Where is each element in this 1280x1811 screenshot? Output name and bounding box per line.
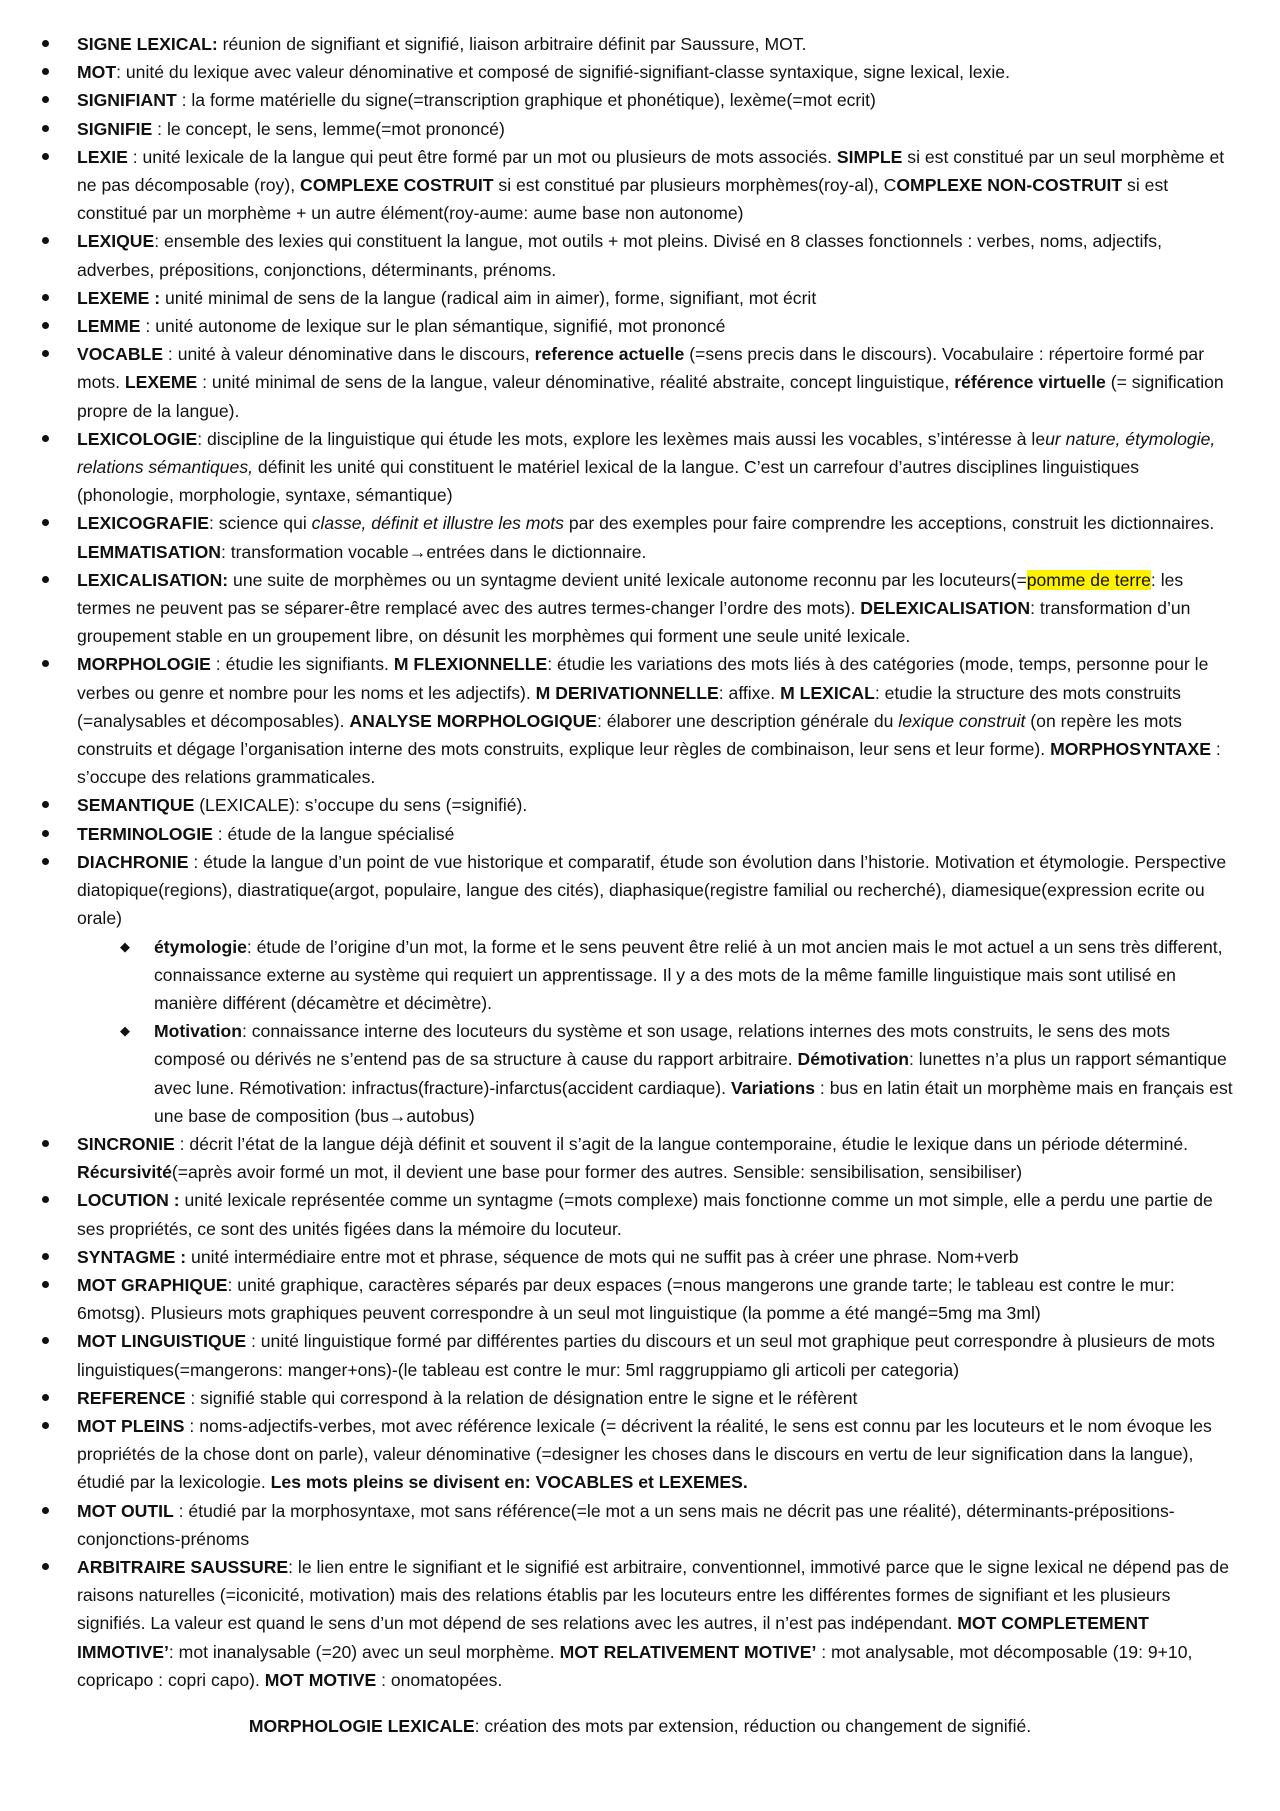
term-bold: ANALYSE MORPHOLOGIQUE: [349, 710, 598, 731]
text-segment: : unité linguistique formé par différentes parties du discours et un seul mot graphique peut correspondre à plusieurs de mots linguistiques(=mangerons: manger+ons)-(le tableau est contre le mur: 5ml raggruppiamo gli articoli per categoria): [77, 1331, 1215, 1380]
term-bold: →: [388, 1105, 407, 1126]
term-bold: reference actuelle: [534, 344, 685, 365]
term-bold: LEXICOGRAFIE: [77, 513, 209, 534]
text-segment: : transformation vocable: [221, 541, 409, 562]
list-item: [42, 1327, 1238, 1383]
text-segment: : étudie les signifiants.: [210, 654, 394, 675]
term-bold: SIMPLE: [836, 146, 903, 167]
list-item: [42, 340, 1238, 425]
term-bold: référence virtuelle: [954, 372, 1106, 393]
term-bold: LEMME: [77, 316, 141, 337]
sub-list: [77, 933, 1238, 1130]
text-segment: unité intermédiaire entre mot et phrase, séquence de mots qui ne suffit pas à créer une phrase. Nom+verb: [186, 1246, 1019, 1267]
list-item: [42, 30, 1238, 58]
text-segment: : lunettes n’a plus un rapport sémantique avec lune. Rémotivation: infractus(fracture)-infarctus(accident cardiaque).: [154, 1049, 1227, 1098]
text-segment: : s’occupe des relations grammaticales.: [77, 739, 1221, 788]
text-segment: : unité autonome de lexique sur le plan sémantique, signifié, mot prononcé: [140, 316, 726, 337]
text-segment: : étude de la langue spécialisé: [212, 823, 455, 844]
text-segment: unité lexicale représentée comme un syntagme (=mots complexe) mais fonctionne comme un mot simple, elle a perdu une partie de ses propriétés, ce sont des unités figées dans la mémoire du locuteur.: [77, 1190, 1213, 1239]
term-bold: SIGNE LEXICAL:: [77, 34, 218, 54]
sub-list-item: [120, 933, 1238, 1018]
term-bold: SEMANTIQUE: [77, 795, 195, 816]
list-item: [42, 1497, 1238, 1553]
text-segment: : élaborer une description générale du: [597, 710, 899, 731]
term-bold: M LEXICAL: [780, 682, 875, 703]
list-item: [42, 791, 1238, 819]
text-segment: : bus en latin était un morphème mais en français est une base de composition (bus: [154, 1077, 1233, 1126]
term-bold: MORPHOSYNTAXE: [1050, 739, 1212, 760]
text-segment: : ensemble des lexies qui constituent la langue, mot outils + mot pleins. Divisé en 8 classes fonctionnels : verbes, noms, adjectifs, adverbes, prépositions, conjonctions, déterminants, prénoms.: [77, 231, 1162, 280]
list-item: [42, 143, 1238, 228]
term-bold: LEXEME: [124, 372, 198, 393]
text-segment: : mot inanalysable (=20) avec un seul morphème.: [168, 1641, 560, 1662]
text-segment: (on repère les mots construits et dégage l’organisation interne des mots construits, explique leur règles de combinaison, leur sens et leur forme).: [77, 710, 1182, 760]
text-segment: : unité lexicale de la langue qui peut être formé par un mot ou plusieurs de mots associés.: [127, 146, 837, 167]
text-segment: : affixe.: [718, 682, 781, 703]
text-segment: : onomatopées.: [376, 1669, 503, 1690]
text-italic: lexique construit: [898, 710, 1026, 731]
text-segment: si est constitué par plusieurs morphèmes(roy-al), C: [493, 175, 897, 196]
text-segment: : etudie la structure des mots construits (=analysables et décomposables).: [77, 682, 1181, 731]
footer-note: [42, 1712, 1238, 1740]
list-item: [42, 650, 1238, 791]
highlighted-text: pomme de terre: [1026, 569, 1151, 590]
term-bold: MOT GRAPHIQUE: [77, 1274, 228, 1295]
list-item: [42, 1243, 1238, 1271]
text-segment: si est constitué par un seul morphème et ne pas décomposable (roy),: [77, 146, 1225, 196]
term-bold: étymologie: [154, 936, 247, 957]
text-segment: : signifié stable qui correspond à la relation de désignation entre le signe et le réfèrent: [185, 1387, 858, 1408]
list-item: [42, 1271, 1238, 1327]
text-segment: : étude de l’origine d’un mot, la forme et le sens peuvent être relié à un mot ancien mais le mot actuel a un sens très different, connaissance externe au système qui requiert un apprentissage. Il y a des mots de la même famille linguistique mais sont utilisé en manière différent (décamètre et décimètre).: [154, 936, 1223, 1013]
text-segment: (=sens precis dans le discours). Vocabulaire : répertoire formé par mots.: [77, 344, 1205, 393]
text-segment: : mot analysable, mot décomposable (19: 9+10, copricapo : copri capo).: [77, 1641, 1193, 1690]
list-item: [42, 1553, 1238, 1694]
term-bold: LEXICOLOGIE: [77, 428, 198, 449]
text-segment: : noms-adjectifs-verbes, mot avec référence lexicale (= décrivent la réalité, le sens est connu par les locuteurs et le nom évoque les propriétés de la chose dont on parle), valeur dénominative (=designer les choses dans le discours en vertu de leur signification dans la langue), étudié par la lexicologie.: [77, 1415, 1212, 1493]
text-segment: par des exemples pour faire comprendre les acceptions, construit les dictionnaires.: [563, 513, 1215, 534]
text-segment: : unité minimal de sens de la langue, valeur dénominative, réalité abstraite, concept linguistique,: [197, 372, 955, 393]
term-bold: MOT OUTIL: [77, 1500, 174, 1521]
term-bold: LEXICALISATION:: [77, 569, 229, 590]
term-bold: MOT RELATIVEMENT MOTIVE’: [559, 1641, 817, 1662]
term-bold: MOT MOTIVE: [264, 1669, 377, 1690]
term-bold: LOCUTION :: [77, 1190, 180, 1211]
term-bold: LEXIE: [77, 146, 128, 167]
text-segment: une suite de morphèmes ou un syntagme devient unité lexicale autonome reconnu par les locuteurs(=: [228, 569, 1027, 590]
text-segment: : unité à valeur dénominative dans le discours,: [163, 344, 535, 365]
term-bold: MOT COMPLETEMENT IMMOTIVE’: [77, 1613, 1149, 1662]
text-segment: (= signification propre de la langue).: [77, 372, 1224, 421]
term-bold: TERMINOLOGIE: [77, 823, 213, 844]
list-item: [42, 227, 1238, 283]
list-item: [42, 425, 1238, 510]
text-segment: réunion de signifiant et signifié, liaison arbitraire définit par Saussure, MOT.: [217, 34, 807, 54]
text-segment: entrées dans le dictionnaire.: [426, 541, 647, 562]
text-segment: : transformation d’un groupement stable en un groupement libre, on désunit les morphèmes qui forment une seule unité lexicale.: [77, 598, 1191, 647]
term-bold: DELEXICALISATION: [860, 598, 1031, 619]
text-segment: : les termes ne peuvent pas se séparer-être remplacé avec des autres termes-changer l’ordre des mots).: [77, 569, 1184, 619]
list-item: [42, 1186, 1238, 1242]
term-bold: SYNTAGME :: [77, 1246, 187, 1267]
text-segment: autobus): [406, 1105, 475, 1126]
term-bold: Variations: [730, 1077, 816, 1098]
term-bold: Motivation: [154, 1021, 242, 1042]
term-bold: MOT: [77, 62, 117, 83]
list-item: [42, 820, 1238, 848]
list-item: [42, 58, 1238, 86]
term-bold: MORPHOLOGIE LEXICALE: [248, 1715, 475, 1736]
text-segment: : le concept, le sens, lemme(=mot prononcé): [152, 118, 505, 139]
term-bold: MOT PLEINS: [77, 1415, 185, 1436]
text-segment: définit les unité qui constituent le matériel lexical de la langue. C’est un carrefour d’autres disciplines linguistiques (phonologie, morphologie, syntaxe, sémantique): [77, 457, 1140, 506]
text-segment: : le lien entre le signifiant et le signifié est arbitraire, conventionnel, immotivé parce que le signe lexical ne dépend pas de raisons naturelles (=iconicité, motivation) mais des relations établis par les locuteurs entre les différentes formes de signifiant et les plusieurs signifiés. La valeur est quand le sens d’un mot dépend de ses relations avec les autres, il n’est pas indépendant.: [77, 1556, 1229, 1634]
term-bold: M DERIVATIONNELLE: [535, 682, 719, 703]
text-segment: unité minimal de sens de la langue (radical aim in aimer), forme, signifiant, mot écrit: [160, 287, 817, 308]
term-bold: VOCABLE: [77, 344, 164, 365]
text-segment: : étude la langue d’un point de vue historique et comparatif, étude son évolution dans l’historie. Motivation et étymologie. Perspective diatopique(regions), diastratique(argot, populaire, langue des cités), diaphasique(registre familial ou recherché), diamesique(expression ecrite ou orale): [77, 851, 1227, 929]
list-item: [42, 1384, 1238, 1412]
term-bold: LEMMATISATION: [77, 541, 221, 562]
term-bold: LEXEME :: [77, 287, 161, 308]
term-bold: MORPHOLOGIE: [77, 654, 211, 675]
term-bold: Récursivité: [77, 1162, 172, 1183]
text-segment: : décrit l’état de la langue déjà définit et souvent il s’agit de la langue contemporaine, étudie le lexique dans un période déterminé.: [174, 1133, 1189, 1154]
list-item: [42, 86, 1238, 114]
definition-list: [42, 30, 1238, 1694]
term-bold: DIACHRONIE: [77, 851, 189, 872]
list-item: [42, 848, 1238, 1130]
term-bold: Les mots pleins se divisent en: VOCABLES et LEXEMES.: [270, 1472, 748, 1493]
term-bold: OMPLEXE NON-COSTRUIT: [896, 175, 1123, 196]
list-item: [42, 115, 1238, 143]
list-item: [42, 312, 1238, 340]
term-bold: SIGNIFIE: [77, 118, 153, 139]
text-segment: : étudie les variations des mots liés à des catégories (mode, temps, personne pour le verbes ou genre et nombre pour les noms et les adjectifs).: [77, 654, 1209, 703]
text-segment: : connaissance interne des locuteurs du système et son usage, relations internes des mots construits, le sens des mots composé ou dérivés ne s’entend pas de sa structure à cause du rapport arbitraire.: [154, 1021, 1171, 1070]
term-bold: SINCRONIE: [77, 1133, 175, 1154]
term-bold: REFERENCE: [77, 1387, 186, 1408]
list-item: [42, 566, 1238, 651]
text-segment: : étudié par la morphosyntaxe, mot sans référence(=le mot a un sens mais ne décrit pas une réalité), déterminants-prépositions-conjonctions-prénoms: [77, 1500, 1175, 1549]
text-segment: : discipline de la linguistique qui étude les mots, explore les lexèmes mais aussi les vocables, s’intéresse à le: [197, 428, 1046, 449]
text-segment: : unité du lexique avec valeur dénominative et composé de signifié-signifiant-classe syntaxique, signe lexical, lexie.: [116, 62, 1010, 83]
text-segment: (=après avoir formé un mot, il devient une base pour former des autres. Sensible: sensibilisation, sensibiliser): [171, 1162, 1023, 1183]
sub-list-item: [120, 1017, 1238, 1130]
text-segment: : science qui: [208, 513, 312, 534]
text-segment: : création des mots par extension, réduction ou changement de signifié.: [474, 1715, 1032, 1736]
text-italic: classe, définit et illustre les mots: [311, 513, 564, 534]
term-bold: →: [408, 541, 427, 562]
term-bold: ARBITRAIRE SAUSSURE: [77, 1556, 289, 1577]
list-item: [42, 509, 1238, 565]
text-segment: (LEXICALE): s’occupe du sens (=signifié).: [194, 795, 528, 816]
list-item: [42, 284, 1238, 312]
text-segment: si est constitué par un morphème + un autre élément(roy-aume: aume base non autonome): [77, 175, 1169, 224]
text-segment: : unité graphique, caractères séparés par deux espaces (=nous mangerons une grande tarte; le tableau est contre le mur: 6motsg). Plusieurs mots graphiques peuvent correspondre à un seul mot linguistique (la pomme a été mangé=5mg ma 3ml): [77, 1274, 1175, 1324]
term-bold: LEXIQUE: [77, 231, 155, 252]
term-bold: MOT LINGUISTIQUE: [77, 1331, 247, 1352]
list-item: [42, 1412, 1238, 1497]
text-segment: : la forme matérielle du signe(=transcription graphique et phonétique), lexème(=mot ecrit): [176, 90, 876, 111]
term-bold: COMPLEXE COSTRUIT: [299, 175, 494, 196]
list-item: [42, 1130, 1238, 1186]
term-bold: M FLEXIONNELLE: [393, 654, 548, 675]
text-italic: ur nature, étymologie, relations sémantiques,: [77, 428, 1216, 478]
term-bold: SIGNIFIANT: [77, 90, 177, 111]
term-bold: Démotivation: [797, 1049, 909, 1070]
